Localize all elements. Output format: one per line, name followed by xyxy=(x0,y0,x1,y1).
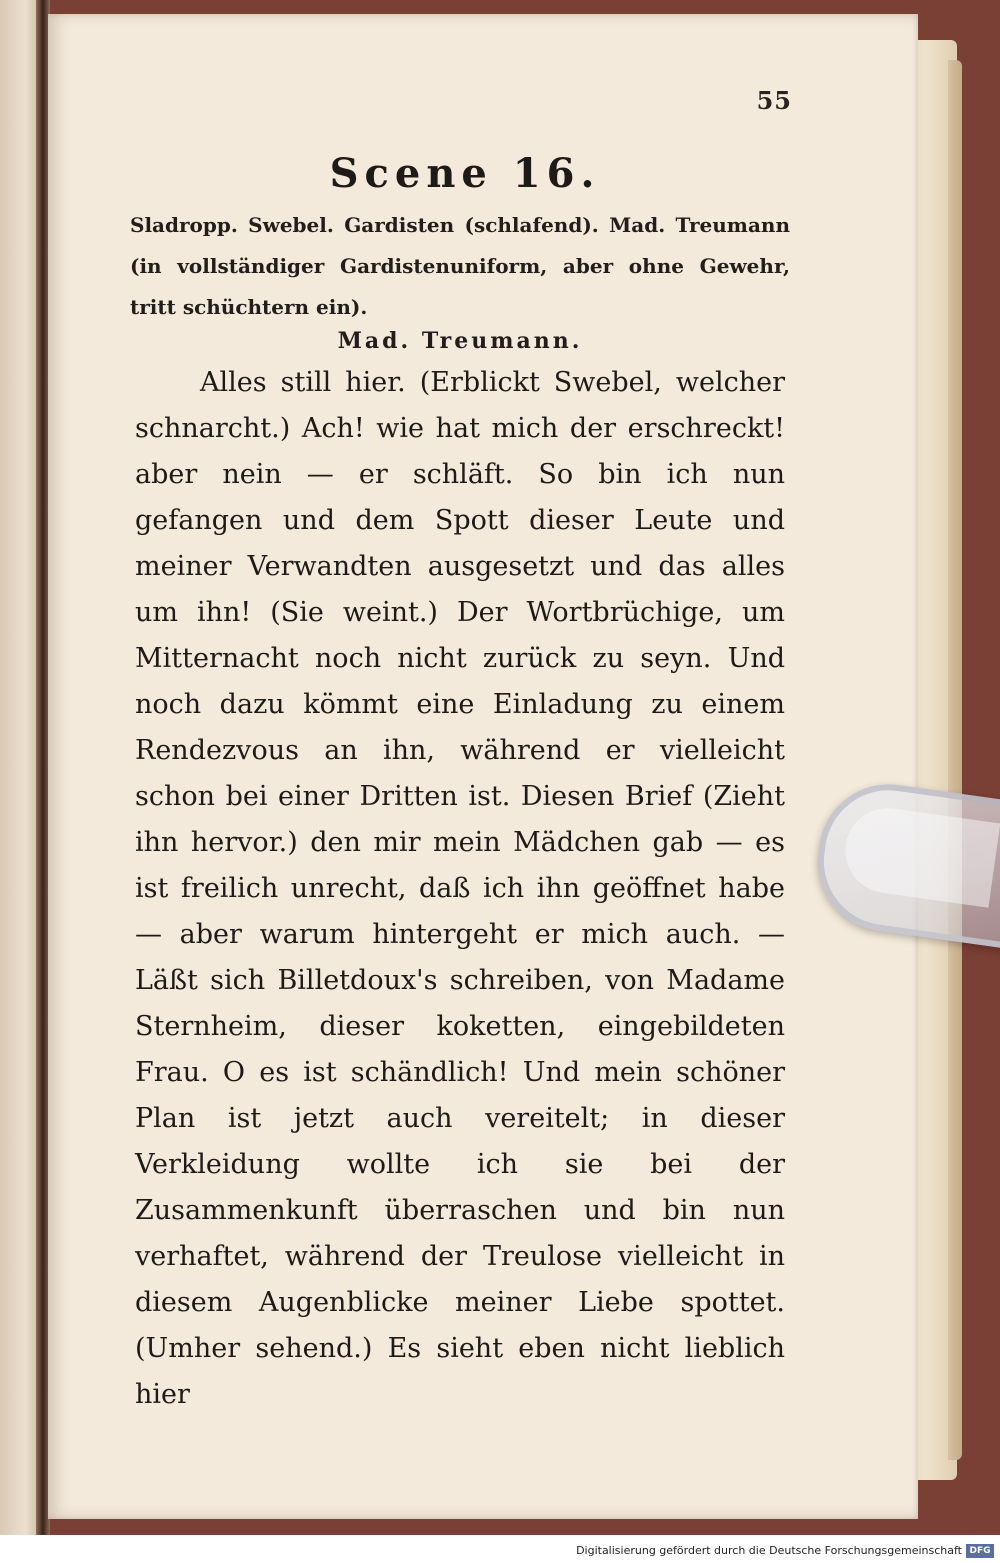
funding-notice: Digitalisierung gefördert durch die Deutsche Forschungsgemeinschaft xyxy=(576,1544,962,1557)
page-number: 55 xyxy=(756,86,792,115)
speaker-name: Mad. Treumann. xyxy=(337,328,583,354)
cover-edge xyxy=(948,60,962,1460)
footer-bar xyxy=(0,1535,1000,1563)
scene-title: Scene 16. xyxy=(329,150,601,197)
body-paragraph: Alles still hier. (Erblickt Swebel, welcher schnarcht.) Ach! wie hat mich der erschreckt! aber nein — er schläft. So bin ich nun gefangen und dem Spott dieser Leute und meiner Verwandten ausgesetzt und das alles um ihn! (Sie weint.) Der Wortbrüchige, um Mitternacht noch nicht zurück zu seyn. Und noch dazu kömmt eine Einladung zu einem Rendezvous an ihn, während er vielleicht schon bei einer Dritten ist. Diesen Brief (Zieht ihn hervor.) den mir mein Mädchen gab — es ist freilich unrecht, daß ich ihn geöffnet habe — aber warum hintergeht er mich auch. — Läßt sich Billetdoux's schreiben, von Madame Sternheim, dieser koketten, eingebildeten Frau. O es ist schändlich! Und mein schöner Plan ist jetzt auch vereitelt; in dieser Verkleidung wollte ich sie bei der Zusammenkunft überraschen und bin nun verhaftet, während der Treulose vielleicht in diesem Augenblicke meiner Liebe spottet. (Umher sehend.) Es sieht eben nicht lieblich hier xyxy=(135,367,785,1410)
clip-glare xyxy=(840,803,1000,908)
dfg-logo: DFG xyxy=(966,1544,994,1558)
body-text xyxy=(135,360,785,1418)
stage-direction: Sladropp. Swebel. Gardisten (schlafend). Mad. Treumann (in vollständiger Gardistenuniform, aber ohne Gewehr, tritt schüchtern ein). xyxy=(130,213,790,319)
